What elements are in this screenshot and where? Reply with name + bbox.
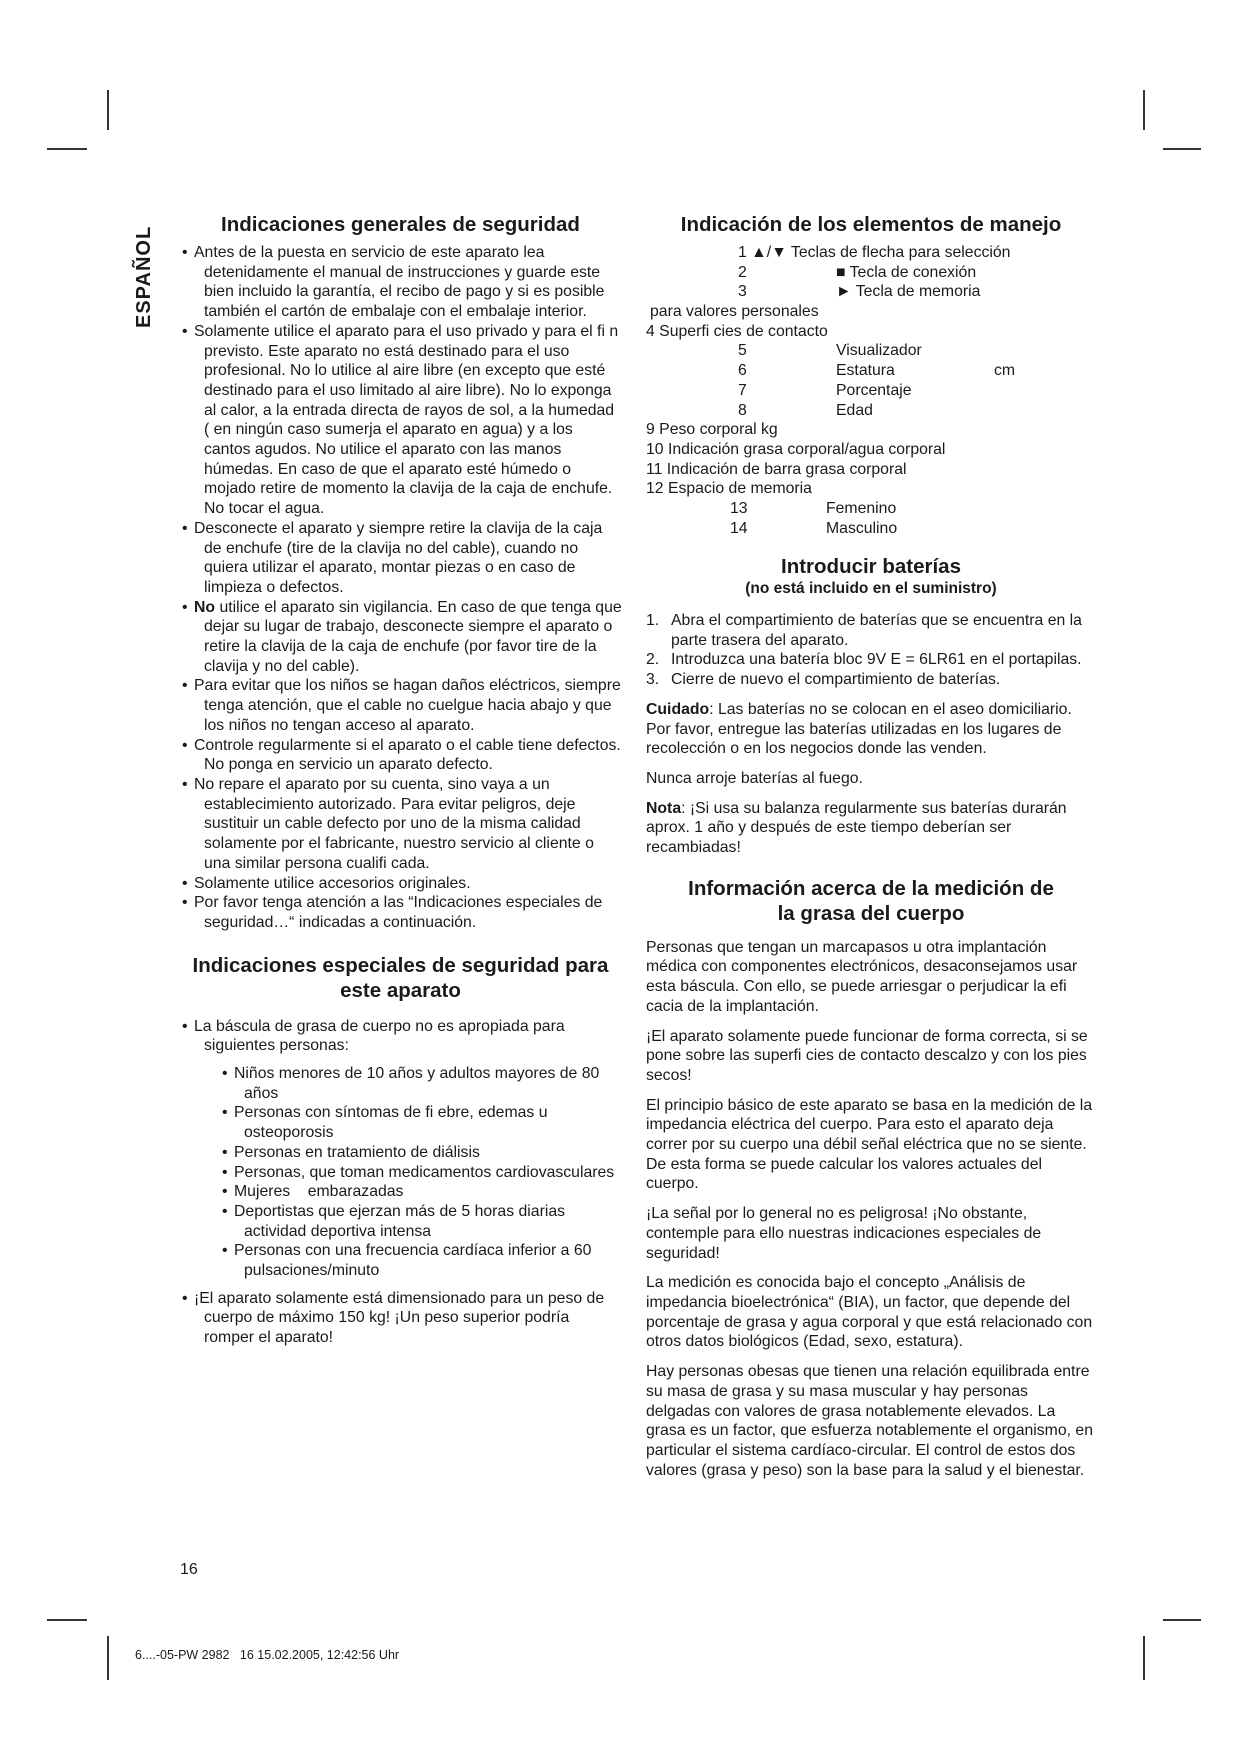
list-item: • No utilice el aparato sin vigilancia. En caso de que tenga que dejar su lugar de trabajo, desconecte siempre el aparato o retire la clavija de la caja de enchufe (por favor tire de la clavija y no del cable). xyxy=(178,598,623,677)
batteries-heading: Introducir baterías xyxy=(781,555,961,579)
right-column xyxy=(646,212,1096,1490)
list-item: • Personas con síntomas de fi ebre, edemas u osteoporosis xyxy=(218,1103,623,1142)
controls-list: 1 ▲/▼ Teclas de flecha para selección 2 ■ Tecla de conexión 3 ► Tecla de memoria para valores personales 4 Superfi cies de contacto 5 Visualizador 6 Estatura cm 7 Porcentaje 8 Edad 9 Peso corporal kg 10 Indicación grasa corporal/agua corporal 11 Indicación de barra grasa corporal 12 Espacio de memoria 13 Femenino 14 Masculino xyxy=(646,244,1016,537)
list-item: • Por favor tenga atención a las “Indicaciones especiales de seguridad…“ indicadas a continuación. xyxy=(178,893,623,932)
controls-heading: Indicación de los elementos de manejo xyxy=(680,213,1062,236)
crop-mark xyxy=(107,90,109,130)
list-item: • Para evitar que los niños se hagan daños eléctricos, siempre tenga atención, que el cable no cuelgue hacia abajo y que los niños no tengan acceso al aparato. xyxy=(178,676,623,735)
list-item: Femenino xyxy=(826,499,897,517)
list-item: 3. Cierre de nuevo el compartimiento de baterías. xyxy=(646,671,1001,689)
list-item: Visualizador xyxy=(836,342,922,360)
excluded-persons-list xyxy=(218,1064,623,1281)
note-paragraph: Nota: ¡Si usa su balanza regularmente sus baterías durarán aprox. 1 año y después de este tiempo deberían ser recambiadas! xyxy=(646,799,1067,857)
crop-mark xyxy=(47,148,87,150)
list-item: 2. Introduzca una batería bloc 9V E = 6LR61 en el portapilas. xyxy=(646,651,1082,669)
list-item: Masculino xyxy=(826,519,898,537)
paragraph: Personas que tengan un marcapasos u otra implantación médica con componentes electrónicos, desaconsejamos usar esta báscula. Con ello, se puede arriesgar o perjudicar la efi cacia de la implantación. xyxy=(646,938,1078,1015)
list-item: 1 ▲/▼ Teclas de flecha para selección xyxy=(738,244,1011,261)
list-item: • Controle regularmente si el aparato o el cable tiene defectos. No ponga en servicio un aparato defecto. xyxy=(178,736,623,775)
list-item: • Desconecte el aparato y siempre retire la clavija de la caja de enchufe (tire de la clavija no del cable), cuando no quiera utilizar el aparato, montar piezas o en caso de limpieza o defectos. xyxy=(178,519,623,598)
batteries-subheading: (no está incluido en el suministro) xyxy=(745,580,997,598)
list-item: 11 Indicación de barra grasa corporal xyxy=(646,460,907,478)
caution-paragraph: Cuidado: Las baterías no se colocan en el aseo domiciliario. Por favor, entregue las baterías utilizadas en los lugares de recolección o en los negocios donde las venden. xyxy=(646,700,1072,758)
list-item: • No repare el aparato por su cuenta, sino vaya a un establecimiento autorizado. Para evitar peligros, deje sustituir un cable defecto por uno de la misma calidad solamente por el fabricante, nuestro servicio al cliente o una similar persona cualifi cada. xyxy=(178,775,623,874)
body-fat-heading: Información acerca de la medición de la grasa del cuerpo xyxy=(688,876,1054,925)
list-item: • Solamente utilice el aparato para el uso privado y para el fi n previsto. Este aparato no está destinado para el uso profesional. No lo utilice al aire libre (en excepto que esté destinado para el uso limitado al aire libre). No lo exponga al calor, a la entrada directa de rayos de sol, a la humedad ( en ningún caso sumerja el aparato en agua) y a los cantos agudos. No utilice el aparato con las manos húmedas. En caso de que el aparato esté húmedo o mojado retire de momento la clavija de la caja de enchufe. No tocar el agua. xyxy=(178,322,623,519)
crop-mark xyxy=(1143,1636,1145,1680)
list-item: Estatura xyxy=(836,362,895,380)
crop-mark xyxy=(1163,148,1201,150)
paragraph: ¡La señal por lo general no es peligrosa! ¡No obstante, contemple para ello nuestras indicaciones especiales de seguridad! xyxy=(646,1205,1042,1262)
general-safety-list xyxy=(178,243,623,933)
paragraph: Hay personas obesas que tienen una relación equilibrada entre su masa de grasa y su masa muscular y hay personas delgadas con valores de grasa notablemente elevados. La grasa es un factor, que esfuerza notablemente el organismo, en particular el sistema cardíaco-circular. El control de estos dos valores (grasa y peso) son la base para la salud y el bienestar. xyxy=(646,1363,1093,1479)
crop-mark xyxy=(47,1619,87,1621)
list-item: 10 Indicación grasa corporal/agua corporal xyxy=(646,440,946,458)
battery-steps xyxy=(646,611,1096,690)
list-item: • La báscula de grasa de cuerpo no es apropiada para siguientes personas: • Niños menores de 10 años y adultos mayores de 80 años • Personas con síntomas de fi ebre, edemas u osteoporosis • Personas en tratamiento de diálisis • Personas, que toman medicamentos cardiovasculares • Mujeres embarazadas • Deportistas que ejerzan más de 5 horas diarias actividad deportiva intensa • Personas con una frecuencia cardíaca inferior a 60 pulsaciones/minuto xyxy=(178,1017,623,1281)
special-safety-heading: Indicaciones especiales de seguridad para este aparato xyxy=(192,953,609,1002)
crop-mark xyxy=(107,1636,109,1680)
list-item: ■ Tecla de conexión xyxy=(836,263,977,281)
left-column xyxy=(178,212,623,1348)
print-footer: 6....-05-PW 2982 16 15.02.2005, 12:42:56 Uhr xyxy=(135,1648,400,1662)
crop-mark xyxy=(1163,1619,1201,1621)
list-item: ► Tecla de memoria xyxy=(836,283,981,301)
list-item: 4 Superfi cies de contacto xyxy=(646,322,828,340)
list-item: • Personas con una frecuencia cardíaca inferior a 60 pulsaciones/minuto xyxy=(218,1241,623,1280)
list-item: • Solamente utilice accesorios originales. xyxy=(178,874,623,894)
list-item: 12 Espacio de memoria xyxy=(646,480,812,498)
list-item: 1. Abra el compartimiento de baterías que se encuentra en la parte trasera del aparato. xyxy=(646,612,1082,649)
fire-warning: Nunca arroje baterías al fuego. xyxy=(646,769,863,787)
paragraph: ¡El aparato solamente puede funcionar de forma correcta, si se pone sobre las superfi cies de contacto descalzo y con los pies secos! xyxy=(646,1027,1088,1084)
list-item: Edad xyxy=(836,401,873,419)
list-item: • Personas, que toman medicamentos cardiovasculares xyxy=(218,1163,623,1183)
list-item: Porcentaje xyxy=(836,381,912,399)
list-item: • Antes de la puesta en servicio de este aparato lea detenidamente el manual de instrucciones y guarde este bien incluido la garantía, el recibo de pago y si es posible también el cartón de embalaje con el embalaje interior. xyxy=(178,243,623,322)
page-number: 16 xyxy=(180,1561,198,1578)
list-item: • ¡El aparato solamente está dimensionado para un peso de cuerpo de máximo 150 kg! ¡Un peso superior podría romper el aparato! xyxy=(178,1289,623,1348)
paragraph: El principio básico de este aparato se basa en la medición de la impedancia eléctrica del cuerpo. Para esto el aparato deja correr por su cuerpo una débil señal eléctrica que no se siente. De esta forma se puede calcular los valores actuales del cuerpo. xyxy=(646,1096,1093,1193)
general-safety-heading: Indicaciones generales de seguridad xyxy=(221,213,580,236)
special-safety-list xyxy=(178,1017,623,1348)
list-item: • Deportistas que ejerzan más de 5 horas diarias actividad deportiva intensa xyxy=(218,1202,623,1241)
list-item: • Mujeres embarazadas xyxy=(218,1182,623,1202)
list-item: • Personas en tratamiento de diálisis xyxy=(218,1143,623,1163)
paragraph: La medición es conocida bajo el concepto „Análisis de impedancia bioelectrónica“ (BIA), un factor, que depende del porcentaje de grasa y agua corporal y que está relacionado con otros datos biológicos (Edad, sexo, estatura). xyxy=(646,1274,1093,1351)
list-item: 9 Peso corporal kg xyxy=(646,421,778,439)
crop-mark xyxy=(1143,90,1145,130)
list-item: • Niños menores de 10 años y adultos mayores de 80 años xyxy=(218,1064,623,1103)
language-label: ESPAÑOL xyxy=(133,225,155,328)
